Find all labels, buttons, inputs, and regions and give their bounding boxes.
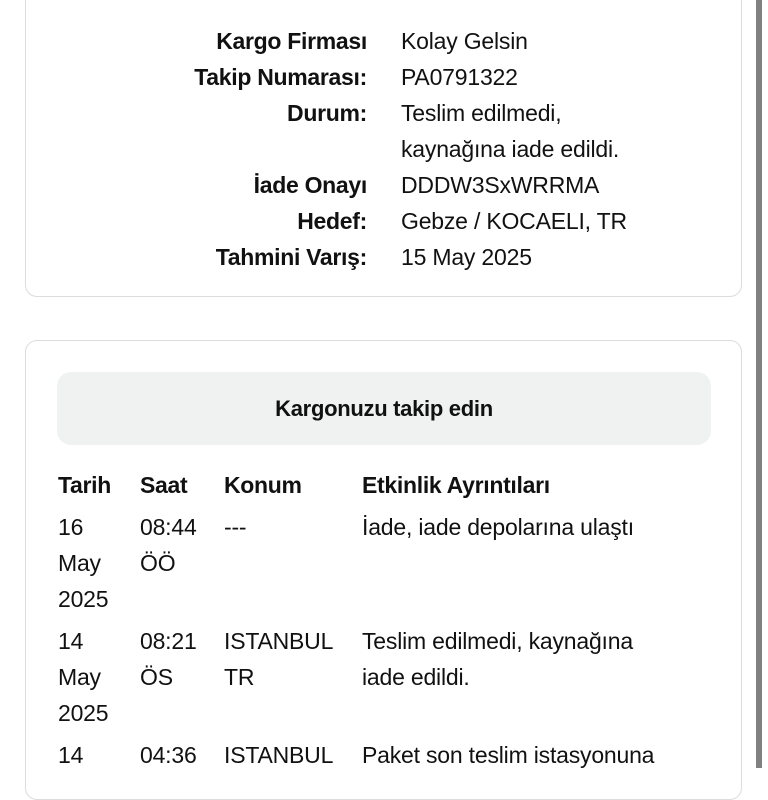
event-date: [58, 509, 138, 617]
event-time-clock: 08:44: [140, 514, 197, 540]
track-shipment-header: [57, 372, 711, 445]
event-date-day: 16: [58, 514, 84, 540]
event-location: [224, 623, 364, 695]
status-label: Durum:: [287, 100, 367, 126]
status-value-line-1: Teslim edilmedi,: [401, 100, 562, 126]
event-date-day: 14: [58, 628, 84, 654]
event-location-city: ISTANBUL: [224, 742, 334, 768]
carrier-label: Kargo Firması: [216, 28, 367, 54]
event-time: [140, 623, 220, 695]
event-date-month: May: [58, 664, 101, 690]
event-date-day: 14: [58, 742, 84, 768]
status-value-line-2: kaynağına iade edildi.: [401, 136, 620, 162]
estimated-arrival-value: 15 May 2025: [401, 244, 532, 270]
event-date: [58, 623, 138, 731]
event-time-clock: 08:21: [140, 628, 197, 654]
event-time-clock: 04:36: [140, 742, 197, 768]
estimated-arrival-label: Tahmini Varış:: [215, 244, 367, 270]
tracking-card: [25, 340, 742, 800]
column-header-date: Tarih: [58, 472, 112, 498]
column-header-time: Saat: [140, 472, 188, 498]
vertical-scrollbar[interactable]: [756, 0, 762, 768]
shipment-info-card: [25, 0, 742, 297]
event-time-period: ÖS: [140, 664, 173, 690]
destination-label: Hedef:: [297, 208, 367, 234]
event-time-period: ÖÖ: [140, 550, 176, 576]
event-date-year: 2025: [58, 700, 109, 726]
event-detail-line: Teslim edilmedi, kaynağına: [362, 628, 633, 654]
column-header-details: Etkinlik Ayrıntıları: [362, 472, 550, 498]
event-detail-line: Paket son teslim istasyonuna: [362, 742, 655, 768]
event-detail: [362, 623, 707, 695]
event-date-month: May: [58, 550, 101, 576]
return-approval-label: İade Onayı: [253, 172, 367, 198]
event-time: [140, 509, 220, 581]
event-location-country: TR: [224, 664, 255, 690]
return-approval-value: DDDW3SxWRRMA: [401, 172, 600, 198]
tracking-number-value[interactable]: PA0791322: [401, 64, 518, 90]
event-detail: [362, 509, 707, 545]
track-shipment-title: Kargonuzu takip edin: [275, 395, 493, 421]
column-header-location: Konum: [224, 472, 302, 498]
carrier-value: Kolay Gelsin: [401, 28, 528, 54]
event-detail-line: iade edildi.: [362, 664, 470, 690]
event-date-year: 2025: [58, 586, 109, 612]
event-location-city: ISTANBUL: [224, 628, 334, 654]
destination-value: Gebze / KOCAELI, TR: [401, 208, 627, 234]
event-detail-line: İade, iade depolarına ulaştı: [362, 514, 634, 540]
event-location-line: ---: [224, 514, 247, 540]
tracking-number-label: Takip Numarası:: [194, 64, 367, 90]
event-location: [224, 509, 364, 545]
